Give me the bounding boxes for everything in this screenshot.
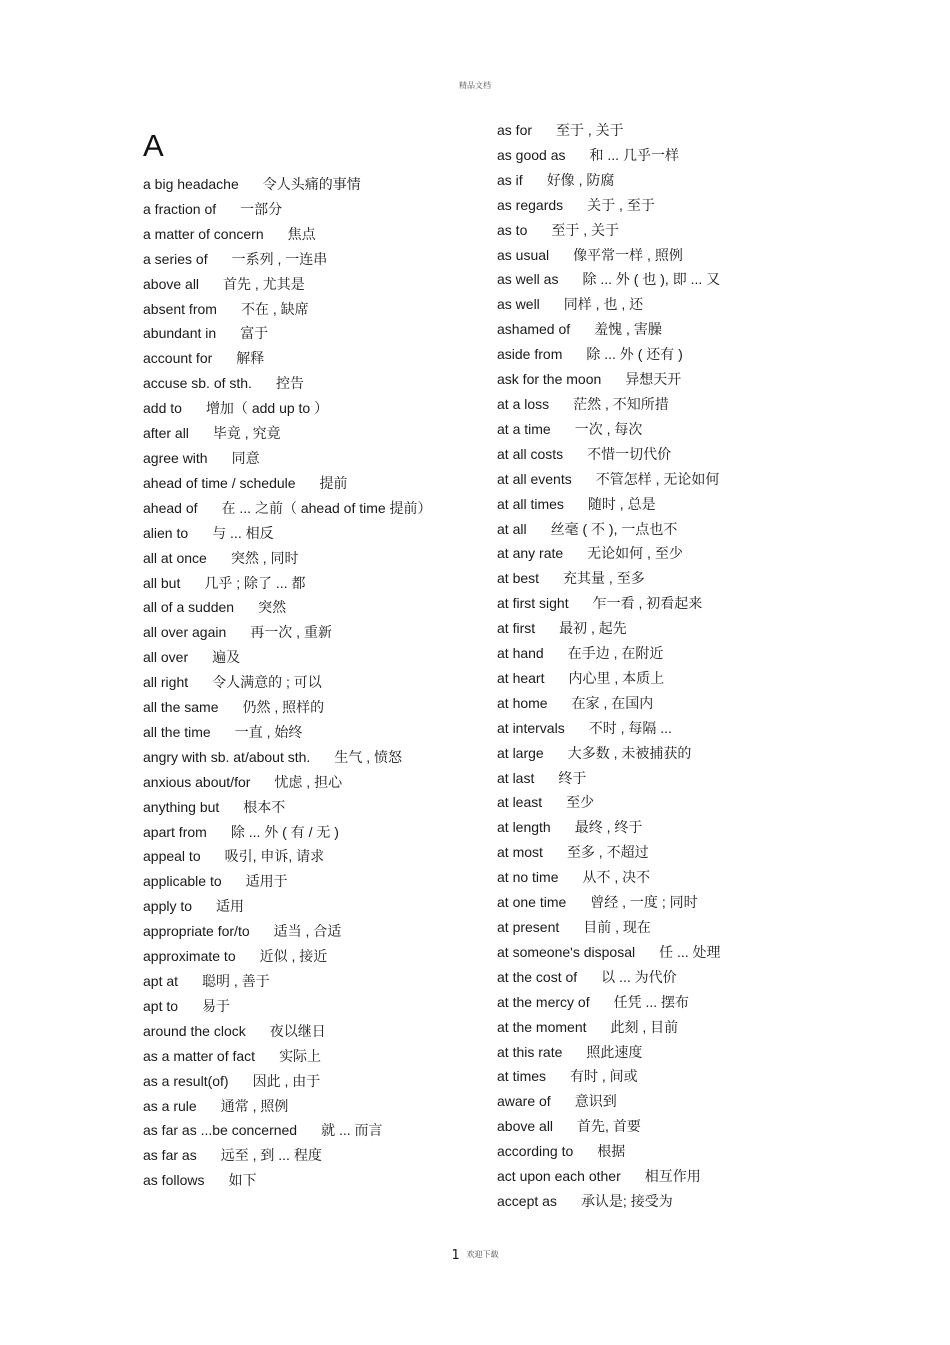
vocab-phrase: at last	[497, 769, 535, 786]
vocab-entry	[497, 292, 797, 317]
vocab-meaning: 异想天开	[625, 371, 682, 388]
section-letter: A	[143, 128, 164, 163]
page-footer	[0, 1248, 950, 1263]
vocab-phrase: a series of	[143, 250, 208, 267]
vocab-meaning: 至于 , 关于	[556, 122, 624, 138]
vocab-phrase: as far as	[143, 1147, 197, 1164]
vocab-meaning: 远至 , 到 ... 程度	[220, 1147, 322, 1164]
vocab-phrase: apart from	[143, 823, 207, 840]
vocab-phrase: ahead of time / schedule	[143, 474, 296, 491]
vocab-phrase: as good as	[497, 146, 566, 163]
vocab-phrase: as well as	[497, 271, 559, 288]
vocab-meaning: 大多数 , 未被捕获的	[567, 744, 692, 761]
vocab-entry	[497, 267, 797, 292]
vocab-meaning: 最初 , 起先	[559, 620, 627, 637]
vocab-meaning: 首先 , 尤其是	[223, 275, 305, 292]
vocab-phrase: according to	[497, 1143, 574, 1160]
vocab-phrase: after all	[143, 425, 189, 442]
vocab-meaning: 从不 , 决不	[582, 869, 651, 886]
vocab-phrase: around the clock	[143, 1022, 246, 1039]
header-watermark: 精品文档	[459, 81, 491, 90]
vocab-phrase: a matter of concern	[143, 225, 264, 242]
vocab-phrase: at large	[497, 744, 544, 761]
vocab-meaning: 吸引, 申诉, 请求	[224, 848, 325, 865]
vocab-phrase: at length	[497, 819, 551, 836]
vocab-phrase: apt to	[143, 997, 179, 1014]
vocab-meaning: 一部分	[240, 200, 283, 217]
vocab-meaning: 在手边 , 在附近	[567, 645, 664, 662]
vocab-meaning: 控告	[275, 375, 304, 392]
vocab-meaning: 在 ... 之前（ ahead of time 提前）	[221, 499, 432, 516]
vocab-meaning: 照此速度	[586, 1043, 643, 1060]
vocab-entry	[143, 546, 458, 571]
vocab-phrase: at the moment	[497, 1018, 587, 1035]
vocab-meaning: 内心里 , 本质上	[568, 669, 665, 686]
vocab-meaning: 目前 , 现在	[583, 919, 651, 935]
vocab-phrase: angry with sb. at/about sth.	[143, 748, 311, 765]
vocab-phrase: all over again	[143, 624, 227, 641]
vocab-meaning: 除 ... 外 ( 还有 )	[586, 346, 683, 363]
vocab-entry	[143, 1019, 458, 1044]
right-entry-list	[497, 118, 797, 1214]
vocab-phrase: act upon each other	[497, 1168, 621, 1185]
vocab-phrase: as usual	[497, 246, 550, 263]
left-column	[143, 118, 458, 1193]
vocab-meaning: 与 ... 相反	[212, 524, 274, 541]
vocab-phrase: as a matter of fact	[143, 1047, 256, 1064]
vocab-phrase: appropriate for/to	[143, 923, 250, 940]
vocab-meaning: 羞愧 , 害臊	[594, 321, 662, 338]
vocab-entry	[497, 168, 797, 193]
vocab-entry	[143, 745, 458, 770]
vocab-entry	[143, 795, 458, 820]
vocab-meaning: 令人满意的 ; 可以	[212, 674, 322, 691]
vocab-meaning: 解释	[236, 350, 265, 367]
vocab-meaning: 再一次 , 重新	[250, 624, 332, 641]
vocab-entry	[497, 541, 797, 566]
vocab-entry	[497, 940, 797, 965]
vocab-entry	[497, 1089, 797, 1114]
vocab-phrase: at a loss	[497, 395, 550, 412]
vocab-entry	[497, 965, 797, 990]
vocab-phrase: all the same	[143, 699, 219, 716]
vocab-meaning: 丝毫 ( 不 ), 一点也不	[550, 520, 678, 537]
vocab-entry	[143, 197, 458, 222]
vocab-entry	[143, 371, 458, 396]
vocab-meaning: 至多 , 不超过	[566, 844, 649, 861]
vocab-phrase: abundant in	[143, 325, 217, 342]
vocab-phrase: appeal to	[143, 848, 201, 865]
vocab-entry	[497, 143, 797, 168]
vocab-entry	[497, 1015, 797, 1040]
vocab-meaning: 无论如何 , 至少	[587, 545, 683, 562]
vocab-meaning: 不惜一切代价	[587, 445, 672, 462]
vocab-meaning: 除 ... 外 ( 也 ), 即 ... 又	[582, 271, 721, 288]
vocab-phrase: approximate to	[143, 948, 236, 965]
vocab-phrase: at the mercy of	[497, 993, 590, 1010]
vocab-meaning: 就 ... 而言	[321, 1122, 383, 1139]
vocab-entry	[143, 595, 458, 620]
vocab-entry	[497, 517, 797, 542]
vocab-meaning: 有时 , 间或	[570, 1068, 638, 1085]
right-column	[497, 118, 797, 1214]
vocab-entry	[497, 616, 797, 641]
vocab-entry	[143, 645, 458, 670]
vocab-meaning: 最终 , 终于	[574, 819, 643, 836]
vocab-entry	[143, 321, 458, 346]
vocab-meaning: 提前	[319, 474, 348, 491]
vocab-phrase: at any rate	[497, 545, 564, 562]
vocab-phrase: ask for the moon	[497, 371, 602, 388]
vocab-meaning: 几乎 ; 除了 ... 都	[204, 574, 306, 591]
vocab-entry	[143, 869, 458, 894]
vocab-entry	[143, 670, 458, 695]
vocab-meaning: 意识到	[574, 1093, 617, 1110]
vocab-entry	[143, 272, 458, 297]
vocab-entry	[143, 471, 458, 496]
vocab-phrase: accept as	[497, 1192, 557, 1209]
vocab-phrase: absent from	[143, 300, 217, 317]
vocab-entry	[497, 815, 797, 840]
vocab-phrase: apt at	[143, 973, 179, 989]
vocab-phrase: apply to	[143, 898, 193, 915]
vocab-phrase: as for	[497, 122, 533, 138]
vocab-phrase: above all	[143, 275, 200, 292]
vocab-entry	[143, 844, 458, 869]
vocab-entry	[143, 446, 458, 471]
vocab-entry	[497, 716, 797, 741]
vocab-meaning: 易于	[202, 997, 231, 1014]
vocab-entry	[497, 218, 797, 243]
vocab-phrase: ahead of	[143, 499, 198, 516]
vocab-phrase: anything but	[143, 798, 220, 815]
vocab-entry	[497, 1189, 797, 1214]
vocab-entry	[143, 571, 458, 596]
vocab-meaning: 关于 , 至于	[587, 196, 655, 213]
vocab-meaning: 仍然 , 照样的	[242, 699, 325, 716]
vocab-phrase: at heart	[497, 669, 545, 686]
vocab-entry	[497, 865, 797, 890]
vocab-phrase: a fraction of	[143, 200, 217, 217]
vocab-meaning: 忧虑 , 担心	[274, 773, 343, 790]
vocab-phrase: anxious about/for	[143, 773, 251, 790]
vocab-meaning: 通常 , 照例	[220, 1097, 289, 1114]
vocab-entry	[497, 243, 797, 268]
vocab-entry	[497, 1064, 797, 1089]
vocab-phrase: as well	[497, 296, 540, 313]
vocab-meaning: 突然 , 同时	[230, 549, 299, 566]
vocab-phrase: a big headache	[143, 176, 239, 192]
vocab-meaning: 一次 , 每次	[574, 420, 643, 437]
vocab-entry	[497, 1114, 797, 1139]
vocab-meaning: 任 ... 处理	[659, 943, 721, 960]
vocab-phrase: account for	[143, 350, 213, 367]
vocab-meaning: 以 ... 为代价	[601, 968, 677, 985]
vocab-phrase: at home	[497, 694, 548, 711]
vocab-entry	[143, 1069, 458, 1094]
vocab-meaning: 一直 , 始终	[234, 723, 303, 740]
vocab-meaning: 夜以继日	[269, 1022, 326, 1039]
vocab-entry	[497, 467, 797, 492]
vocab-phrase: as regards	[497, 196, 564, 213]
vocab-meaning: 至于 , 关于	[551, 221, 620, 238]
vocab-meaning: 根据	[597, 1143, 626, 1160]
vocab-phrase: as if	[497, 171, 523, 188]
vocab-meaning: 令人头痛的事情	[262, 176, 361, 192]
vocab-phrase: at most	[497, 844, 543, 861]
vocab-meaning: 根本不	[243, 798, 286, 815]
vocab-phrase: at hand	[497, 645, 544, 662]
vocab-meaning: 和 ... 几乎一样	[589, 146, 679, 163]
vocab-phrase: at a time	[497, 420, 551, 437]
vocab-phrase: at one time	[497, 894, 567, 911]
vocab-phrase: aside from	[497, 346, 563, 363]
vocab-entry	[497, 641, 797, 666]
vocab-entry	[143, 944, 458, 969]
vocab-meaning: 任凭 ... 摆布	[613, 993, 690, 1010]
vocab-meaning: 此刻 , 目前	[610, 1018, 679, 1035]
vocab-phrase: at all events	[497, 470, 572, 487]
vocab-phrase: all at once	[143, 549, 207, 566]
vocab-meaning: 遍及	[212, 649, 241, 666]
vocab-entry	[143, 820, 458, 845]
vocab-entry	[143, 994, 458, 1019]
vocab-meaning: 近似 , 接近	[259, 948, 328, 965]
vocab-meaning: 同样 , 也 , 还	[563, 296, 644, 313]
vocab-phrase: all of a sudden	[143, 599, 235, 616]
vocab-phrase: at best	[497, 570, 540, 587]
vocab-entry	[143, 222, 458, 247]
vocab-phrase: all the time	[143, 723, 211, 740]
vocab-entry	[497, 915, 797, 940]
vocab-entry	[497, 417, 797, 442]
vocab-entry	[497, 1164, 797, 1189]
vocab-phrase: at first sight	[497, 595, 569, 612]
vocab-meaning: 乍一看 , 初看起来	[592, 595, 703, 612]
vocab-entry	[143, 894, 458, 919]
vocab-phrase: as far as ...be concerned	[143, 1122, 298, 1139]
vocab-meaning: 不管怎样 , 无论如何	[595, 470, 720, 487]
vocab-meaning: 像平常一样 , 照例	[573, 246, 683, 263]
vocab-meaning: 适用	[216, 898, 245, 915]
vocab-meaning: 同意	[231, 449, 260, 466]
vocab-entry	[497, 317, 797, 342]
vocab-entry	[497, 666, 797, 691]
vocab-meaning: 随时 , 总是	[587, 495, 656, 512]
vocab-meaning: 承认是; 接受为	[580, 1192, 673, 1209]
vocab-entry	[497, 591, 797, 616]
vocab-phrase: at present	[497, 919, 560, 935]
vocab-entry	[497, 566, 797, 591]
vocab-entry	[497, 790, 797, 815]
vocab-phrase: all right	[143, 674, 189, 691]
vocab-entry	[143, 1118, 458, 1143]
vocab-entry	[497, 118, 797, 143]
vocab-entry	[143, 421, 458, 446]
vocab-phrase: applicable to	[143, 873, 222, 890]
vocab-entry	[143, 969, 458, 994]
vocab-entry	[497, 442, 797, 467]
vocab-entry	[143, 620, 458, 645]
vocab-entry	[497, 342, 797, 367]
vocab-phrase: as a result(of)	[143, 1072, 229, 1089]
vocab-entry	[497, 367, 797, 392]
vocab-phrase: at times	[497, 1068, 547, 1085]
vocab-phrase: as to	[497, 221, 528, 238]
vocab-entry	[497, 1139, 797, 1164]
vocab-phrase: at all costs	[497, 445, 564, 462]
vocab-meaning: 因此 , 由于	[252, 1072, 321, 1089]
vocab-meaning: 充其量 , 至多	[563, 570, 645, 587]
vocab-entry	[143, 247, 458, 272]
vocab-meaning: 在家 , 在国内	[571, 694, 654, 711]
vocab-entry	[143, 695, 458, 720]
vocab-phrase: at first	[497, 620, 536, 637]
vocab-entry	[143, 521, 458, 546]
vocab-phrase: all but	[143, 574, 181, 591]
vocab-phrase: alien to	[143, 524, 189, 541]
vocab-entry	[497, 890, 797, 915]
vocab-meaning: 好像 , 防腐	[546, 171, 615, 188]
vocab-meaning: 实际上	[279, 1047, 322, 1064]
vocab-entry	[143, 770, 458, 795]
vocab-meaning: 不在 , 缺席	[240, 300, 309, 317]
vocab-entry	[497, 766, 797, 791]
vocab-entry	[143, 720, 458, 745]
vocab-entry	[143, 1143, 458, 1168]
vocab-meaning: 焦点	[287, 225, 316, 242]
vocab-phrase: aware of	[497, 1093, 551, 1110]
vocab-meaning: 至少	[566, 794, 595, 811]
vocab-phrase: as a rule	[143, 1097, 197, 1114]
vocab-entry	[497, 840, 797, 865]
vocab-entry	[143, 346, 458, 371]
vocab-entry	[143, 172, 458, 197]
vocab-meaning: 毕竟 , 究竟	[212, 425, 281, 442]
vocab-meaning: 首先, 首要	[577, 1118, 641, 1135]
vocab-phrase: all over	[143, 649, 189, 666]
vocab-phrase: at intervals	[497, 719, 565, 736]
vocab-entry	[143, 1094, 458, 1119]
vocab-meaning: 聪明 , 善于	[202, 973, 270, 989]
vocab-phrase: at no time	[497, 869, 559, 886]
vocab-meaning: 一系列 , 一连串	[231, 250, 328, 267]
vocab-meaning: 适用于	[245, 873, 288, 890]
footer-text: 欢迎下载	[466, 1250, 499, 1259]
vocab-phrase: agree with	[143, 449, 208, 466]
vocab-meaning: 不时 , 每隔 ...	[588, 719, 672, 736]
vocab-meaning: 生气 , 愤怒	[334, 748, 402, 765]
vocab-entry	[497, 492, 797, 517]
vocab-meaning: 如下	[228, 1172, 257, 1189]
vocab-meaning: 终于	[558, 769, 587, 786]
vocab-meaning: 富于	[240, 325, 269, 342]
vocab-entry	[497, 741, 797, 766]
vocab-entry	[497, 193, 797, 218]
vocab-meaning: 曾经 , 一度 ; 同时	[590, 894, 698, 911]
vocab-phrase: ashamed of	[497, 321, 571, 338]
vocab-phrase: at this rate	[497, 1043, 563, 1060]
vocab-meaning: 除 ... 外 ( 有 / 无 )	[230, 823, 339, 840]
vocab-entry	[143, 1168, 458, 1193]
page-number: 1	[451, 1248, 460, 1263]
vocab-entry	[497, 990, 797, 1015]
vocab-entry	[143, 396, 458, 421]
vocab-meaning: 相互作用	[644, 1168, 701, 1185]
vocab-entry	[143, 297, 458, 322]
vocab-entry	[143, 919, 458, 944]
vocab-entry	[143, 496, 458, 521]
vocab-meaning: 增加（ add up to ）	[205, 400, 329, 417]
vocab-phrase: at someone's disposal	[497, 943, 636, 960]
vocab-phrase: as follows	[143, 1172, 205, 1189]
vocab-entry	[143, 1044, 458, 1069]
left-entry-list	[143, 172, 458, 1193]
vocab-phrase: at least	[497, 794, 543, 811]
vocab-phrase: add to	[143, 400, 182, 417]
vocab-entry	[497, 691, 797, 716]
vocab-entry	[497, 392, 797, 417]
vocab-meaning: 适当 , 合适	[273, 923, 342, 940]
vocab-phrase: accuse sb. of sth.	[143, 375, 252, 392]
vocab-meaning: 突然	[258, 599, 287, 616]
vocab-meaning: 茫然 , 不知所措	[573, 395, 669, 412]
vocab-entry	[497, 1040, 797, 1065]
vocab-phrase: at all	[497, 520, 527, 537]
vocab-phrase: at the cost of	[497, 968, 578, 985]
vocab-phrase: at all times	[497, 495, 564, 512]
vocab-phrase: above all	[497, 1118, 554, 1135]
